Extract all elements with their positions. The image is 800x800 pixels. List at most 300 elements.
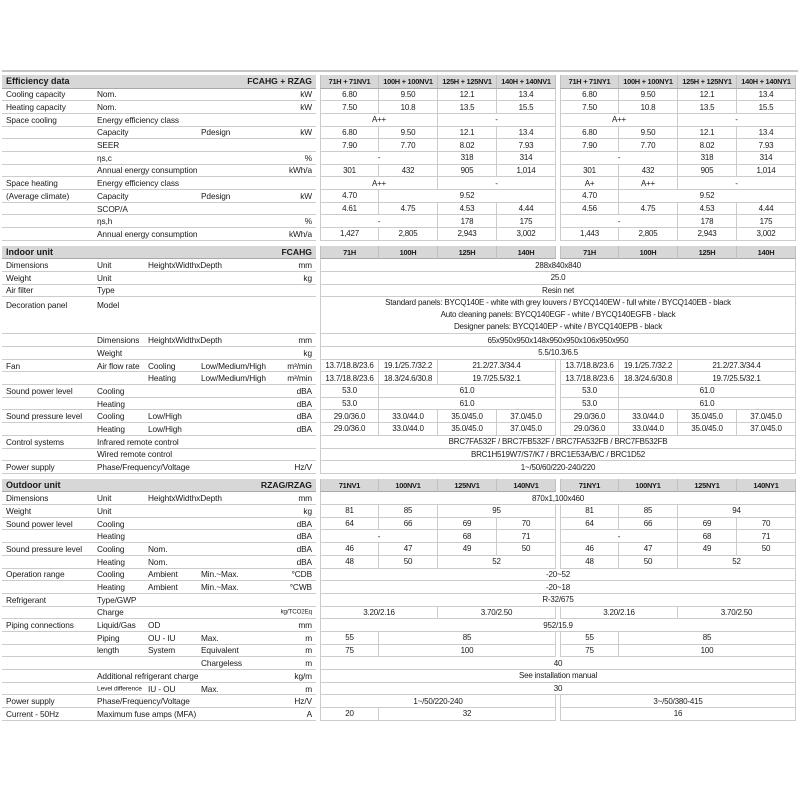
spec-cell: 905 <box>678 165 737 178</box>
spec-row <box>2 215 798 228</box>
spec-cell: 4.44 <box>497 203 556 216</box>
spec-cell: 71 <box>497 530 556 543</box>
spec-row <box>2 177 798 190</box>
spec-label: Infrared remote control <box>97 436 179 447</box>
spec-cell: 53.0 <box>320 385 379 398</box>
spec-cell: - <box>320 530 438 543</box>
spec-cell: 69 <box>678 518 737 531</box>
spec-cell: 7.90 <box>320 139 379 152</box>
spec-row <box>2 297 798 334</box>
spec-cell: 48 <box>320 556 379 569</box>
unit-label: kg/m <box>294 670 312 681</box>
row-labels <box>2 695 316 708</box>
spec-label: SEER <box>97 140 120 151</box>
spec-label: Air filter <box>6 285 34 296</box>
row-cells <box>320 581 796 594</box>
spec-cell: 1,014 <box>497 165 556 178</box>
row-labels <box>2 190 316 203</box>
spec-cell: 40 <box>320 657 796 670</box>
spec-cell: - <box>438 177 556 190</box>
spec-cell: -20~52 <box>320 569 796 582</box>
spec-label: Weight <box>97 347 123 358</box>
column-header: 140H <box>497 246 556 260</box>
spec-cell: 100 <box>619 645 796 658</box>
column-header: 100NV1 <box>379 479 438 493</box>
spec-label: IU - OU <box>148 683 176 694</box>
spec-row <box>2 695 798 708</box>
unit-label: dBA <box>296 385 312 396</box>
row-cells <box>320 334 796 347</box>
row-labels <box>2 228 316 241</box>
spec-cell: 1,427 <box>320 228 379 241</box>
row-labels <box>2 518 316 531</box>
section-header-bar <box>2 246 316 260</box>
row-labels <box>2 632 316 645</box>
spec-label: Min.~Max. <box>201 582 239 593</box>
column-header: 125H <box>678 246 737 260</box>
row-cells <box>320 670 796 683</box>
spec-row <box>2 518 798 531</box>
unit-label: dBA <box>296 543 312 554</box>
spec-row <box>2 165 798 178</box>
spec-cell: 81 <box>320 505 379 518</box>
spec-label: Liquid/Gas <box>97 620 136 631</box>
spec-row <box>2 372 798 385</box>
spec-row <box>2 436 798 449</box>
spec-cell: - <box>320 152 438 165</box>
spec-cell: 52 <box>438 556 556 569</box>
spec-cell: 61.0 <box>619 385 796 398</box>
spec-cell: 13.5 <box>438 101 497 114</box>
spec-cell: A++ <box>320 114 438 127</box>
unit-label: Hz/V <box>294 696 312 707</box>
row-cells <box>320 423 796 436</box>
spec-label: length <box>97 645 120 656</box>
row-cells <box>320 165 796 178</box>
spec-cell: 55 <box>560 632 619 645</box>
spec-label: Ambient <box>148 569 178 580</box>
spec-cell: 47 <box>379 543 438 556</box>
spec-cell: 13.7/18.8/23.6 <box>560 360 619 373</box>
row-cells <box>320 114 796 127</box>
spec-cell: 1~/50/220-240 <box>320 695 556 708</box>
spec-cell: 35.0/45.0 <box>678 410 737 423</box>
spec-label: Heating <box>97 556 125 567</box>
unit-label: dBA <box>296 531 312 542</box>
spec-row <box>2 607 798 620</box>
spec-row <box>2 708 798 721</box>
spec-label: System <box>148 645 176 656</box>
spec-cell: - <box>678 177 796 190</box>
spec-cell: 318 <box>438 152 497 165</box>
spec-row <box>2 530 798 543</box>
spec-cell: 7.93 <box>497 139 556 152</box>
spec-cell: 9.50 <box>619 89 678 102</box>
spec-cell: 3,002 <box>737 228 796 241</box>
spec-label: Model <box>97 300 120 311</box>
row-labels <box>2 360 316 373</box>
spec-cell: 46 <box>560 543 619 556</box>
spec-cell: 4.70 <box>560 190 619 203</box>
row-cells <box>320 228 796 241</box>
row-cells <box>320 101 796 114</box>
spec-cell: 21.2/27.3/34.4 <box>438 360 556 373</box>
column-header: 140NY1 <box>737 479 796 493</box>
spec-row <box>2 645 798 658</box>
row-labels <box>2 139 316 152</box>
spec-cell <box>320 297 796 334</box>
spec-cell: 952/15.9 <box>320 619 796 632</box>
spec-cell: 33.0/44.0 <box>379 410 438 423</box>
unit-label: kW <box>300 102 312 113</box>
row-cells <box>320 695 796 708</box>
spec-cell: 33.0/44.0 <box>619 423 678 436</box>
unit-label: m <box>305 632 312 643</box>
row-cells <box>320 518 796 531</box>
spec-cell: BRC7FA532F / BRC7FB532F / BRC7FA532FB / BRC7FB532FB <box>320 436 796 449</box>
spec-cell: 37.0/45.0 <box>497 410 556 423</box>
spec-cell: 301 <box>320 165 379 178</box>
row-labels <box>2 272 316 285</box>
row-labels <box>2 334 316 347</box>
spec-cell: 7.70 <box>619 139 678 152</box>
spec-cell: 9.52 <box>379 190 556 203</box>
spec-cell: 35.0/45.0 <box>438 423 497 436</box>
section-header-row <box>2 479 798 493</box>
row-labels <box>2 530 316 543</box>
spec-cell: 4.61 <box>320 203 379 216</box>
spec-cell: 50 <box>619 556 678 569</box>
spec-label: Annual energy consumption <box>97 165 198 176</box>
spec-cell: 95 <box>438 505 556 518</box>
spec-label: OU - IU <box>148 632 176 643</box>
row-labels <box>2 89 316 102</box>
spec-label: Cooling <box>97 543 125 554</box>
row-labels <box>2 645 316 658</box>
spec-row <box>2 203 798 216</box>
row-labels <box>2 152 316 165</box>
spec-label: Current - 50Hz <box>6 708 60 719</box>
spec-label: Cooling <box>97 385 125 396</box>
unit-label: dBA <box>296 518 312 529</box>
row-cells <box>320 492 796 505</box>
unit-label: m <box>305 658 312 669</box>
spec-cell: A++ <box>320 177 438 190</box>
spec-label: Piping connections <box>6 620 74 631</box>
spec-cell: 13.4 <box>497 127 556 140</box>
spec-cell: 178 <box>438 215 497 228</box>
spec-cell: 1~/50/60/220-240/220 <box>320 461 796 474</box>
spec-section-indoor <box>2 246 798 474</box>
row-labels <box>2 423 316 436</box>
row-cells <box>320 543 796 556</box>
spec-cell: 29.0/36.0 <box>320 410 379 423</box>
spec-cell: 12.1 <box>678 127 737 140</box>
row-cells <box>320 657 796 670</box>
spec-label: Energy efficiency class <box>97 178 179 189</box>
spec-label: Unit <box>97 272 112 283</box>
spec-cell: 4.53 <box>438 203 497 216</box>
unit-label: kW <box>300 89 312 100</box>
spec-cell: A++ <box>560 114 678 127</box>
spec-label: Refrigerant <box>6 594 46 605</box>
unit-label: dBA <box>296 556 312 567</box>
column-header: 71H <box>560 246 619 260</box>
spec-row <box>2 360 798 373</box>
spec-label: Dimensions <box>6 493 49 504</box>
spec-cell: 905 <box>438 165 497 178</box>
spec-label: Chargeless <box>201 658 242 669</box>
spec-cell: 50 <box>497 543 556 556</box>
row-cells <box>320 607 796 620</box>
unit-label: kWh/a <box>288 165 312 176</box>
spec-cell: -20~18 <box>320 581 796 594</box>
column-headers <box>320 479 796 493</box>
spec-cell: 301 <box>560 165 619 178</box>
spec-row <box>2 505 798 518</box>
row-cells <box>320 297 796 334</box>
spec-cell: 70 <box>497 518 556 531</box>
spec-cell: 7.70 <box>379 139 438 152</box>
row-cells <box>320 619 796 632</box>
spec-row <box>2 657 798 670</box>
spec-cell: 75 <box>320 645 379 658</box>
spec-cell: 49 <box>438 543 497 556</box>
spec-cell: 32 <box>379 708 556 721</box>
spec-label: Sound pressure level <box>6 411 82 422</box>
spec-cell: - <box>560 215 678 228</box>
spec-cell: 13.4 <box>497 89 556 102</box>
spec-cell: 2,943 <box>438 228 497 241</box>
spec-row <box>2 683 798 696</box>
column-header: 71NV1 <box>320 479 379 493</box>
spec-cell: 432 <box>379 165 438 178</box>
row-labels <box>2 619 316 632</box>
unit-label: dBA <box>296 423 312 434</box>
spec-cell: 10.8 <box>379 101 438 114</box>
spec-cell: 4.70 <box>320 190 379 203</box>
spec-cell: A++ <box>619 177 678 190</box>
spec-cell: A+ <box>560 177 619 190</box>
section-title: Indoor unit <box>6 247 53 257</box>
row-cells <box>320 683 796 696</box>
unit-label: dBA <box>296 411 312 422</box>
row-cells <box>320 215 796 228</box>
column-header: 125H <box>438 246 497 260</box>
spec-cell: 314 <box>497 152 556 165</box>
row-labels <box>2 607 316 620</box>
row-cells <box>320 89 796 102</box>
spec-cell: 7.90 <box>560 139 619 152</box>
spec-cell: 4.75 <box>379 203 438 216</box>
spec-cell: 50 <box>737 543 796 556</box>
row-labels <box>2 492 316 505</box>
spec-cell: 49 <box>678 543 737 556</box>
spec-label: Power supply <box>6 696 55 707</box>
row-labels <box>2 372 316 385</box>
spec-cell: 1,443 <box>560 228 619 241</box>
spec-label: Cooling <box>97 411 125 422</box>
section-model: FCAHG + RZAG <box>247 76 312 87</box>
unit-label: °CWB <box>289 582 312 593</box>
spec-cell: 9.50 <box>619 127 678 140</box>
spec-cell: 178 <box>678 215 737 228</box>
spec-label: Low/High <box>148 411 182 422</box>
spec-cell: 5.5/10.3/6.5 <box>320 347 796 360</box>
unit-label: A <box>306 708 312 719</box>
row-cells <box>320 259 796 272</box>
spec-label: Unit <box>97 260 112 271</box>
row-labels <box>2 177 316 190</box>
row-labels <box>2 581 316 594</box>
row-cells <box>320 461 796 474</box>
row-cells <box>320 139 796 152</box>
spec-label: Sound pressure level <box>6 543 82 554</box>
spec-cell: 4.44 <box>737 203 796 216</box>
spec-label: Space cooling <box>6 114 57 125</box>
spec-cell: - <box>560 152 678 165</box>
spec-cell: 70 <box>737 518 796 531</box>
unit-label: kW <box>300 190 312 201</box>
section-title: Efficiency data <box>6 76 70 87</box>
spec-label: Level difference <box>97 685 142 693</box>
spec-row <box>2 423 798 436</box>
section-header-row <box>2 246 798 260</box>
spec-label: HeightxWidthxDepth <box>148 260 222 271</box>
spec-label: Type <box>97 285 115 296</box>
spec-label: Operation range <box>6 569 65 580</box>
spec-label: Phase/Frequency/Voltage <box>97 696 190 707</box>
spec-row <box>2 228 798 241</box>
spec-cell: 10.8 <box>619 101 678 114</box>
spec-cell: 52 <box>678 556 796 569</box>
column-header: 140NV1 <box>497 479 556 493</box>
row-cells <box>320 127 796 140</box>
spec-cell: 8.02 <box>438 139 497 152</box>
spec-cell: 2,805 <box>379 228 438 241</box>
spec-row <box>2 594 798 607</box>
spec-cell: 18.3/24.6/30.8 <box>619 372 678 385</box>
spec-label: Weight <box>6 272 32 283</box>
spec-cell: 870x1,100x460 <box>320 492 796 505</box>
section-header-bar <box>2 479 316 493</box>
spec-label: Capacity <box>97 190 129 201</box>
unit-label: °CDB <box>291 569 312 580</box>
row-labels <box>2 127 316 140</box>
spec-cell: 69 <box>438 518 497 531</box>
spec-label: ηs,h <box>97 216 113 227</box>
spec-row <box>2 152 798 165</box>
spec-label: Cooling <box>97 518 125 529</box>
row-cells <box>320 594 796 607</box>
spec-label: Control systems <box>6 436 64 447</box>
spec-cell: 12.1 <box>678 89 737 102</box>
spec-label: Max. <box>201 632 219 643</box>
spec-cell: 2,805 <box>619 228 678 241</box>
spec-label: Heating <box>97 398 125 409</box>
spec-cell: 29.0/36.0 <box>560 410 619 423</box>
spec-cell: R-32/675 <box>320 594 796 607</box>
spec-row <box>2 410 798 423</box>
spec-cell: 35.0/45.0 <box>678 423 737 436</box>
spec-row <box>2 398 798 411</box>
spec-cell: 53.0 <box>560 385 619 398</box>
spec-section-outdoor <box>2 479 798 721</box>
spec-cell: 19.1/25.7/32.2 <box>619 360 678 373</box>
spec-row <box>2 492 798 505</box>
spec-cell: 7.50 <box>320 101 379 114</box>
spec-cell-line: Designer panels: BYCQ140EP - white / BYCQ140EPB - black <box>453 322 663 332</box>
spec-cell: 9.50 <box>379 127 438 140</box>
spec-cell: 85 <box>379 505 438 518</box>
unit-label: kW <box>300 127 312 138</box>
spec-label: Min.~Max. <box>201 569 239 580</box>
section-header-row <box>2 75 798 89</box>
spec-label: Pdesign <box>201 127 231 138</box>
row-cells <box>320 645 796 658</box>
unit-label: % <box>304 152 312 163</box>
spec-cell: 64 <box>320 518 379 531</box>
spec-cell: 3.20/2.16 <box>560 607 678 620</box>
column-headers <box>320 246 796 260</box>
row-cells <box>320 360 796 373</box>
row-cells <box>320 708 796 721</box>
column-header: 140H <box>737 246 796 260</box>
spec-label: Fan <box>6 360 20 371</box>
spec-label: Dimensions <box>6 260 49 271</box>
spec-label: HeightxWidthxDepth <box>148 493 222 504</box>
spec-cell: 15.5 <box>497 101 556 114</box>
row-labels <box>2 347 316 360</box>
spec-label: Annual energy consumption <box>97 228 198 239</box>
spec-label: Cooling <box>97 569 125 580</box>
spec-label: Air flow rate <box>97 360 140 371</box>
spec-cell: 16 <box>560 708 796 721</box>
spec-cell: 61.0 <box>379 385 556 398</box>
row-cells <box>320 436 796 449</box>
spec-cell-line: Standard panels: BYCQ140E - white with grey louvers / BYCQ140EW - full white / BYCQ140EB - black <box>385 297 731 307</box>
unit-label: mm <box>298 335 312 346</box>
spec-label: Heating <box>97 531 125 542</box>
unit-label: kg <box>303 272 312 283</box>
spec-label: (Average climate) <box>6 190 70 201</box>
spec-row <box>2 285 798 298</box>
spec-cell: 7.93 <box>737 139 796 152</box>
row-labels <box>2 398 316 411</box>
spec-cell: 81 <box>560 505 619 518</box>
spec-label: Sound power level <box>6 385 73 396</box>
spec-cell: 13.4 <box>737 127 796 140</box>
spec-cell: 432 <box>619 165 678 178</box>
spec-row <box>2 461 798 474</box>
row-labels <box>2 436 316 449</box>
spec-cell: 37.0/45.0 <box>737 410 796 423</box>
spec-label: Piping <box>97 632 120 643</box>
row-cells <box>320 285 796 298</box>
spec-cell: 1,014 <box>737 165 796 178</box>
spec-row <box>2 347 798 360</box>
spec-cell: 61.0 <box>619 398 796 411</box>
spec-label: Heating <box>148 373 176 384</box>
row-labels <box>2 297 316 334</box>
row-cells <box>320 372 796 385</box>
spec-cell: 18.3/24.6/30.8 <box>379 372 438 385</box>
spec-row <box>2 139 798 152</box>
unit-label: m <box>305 645 312 656</box>
spec-label: HeightxWidthxDepth <box>148 335 222 346</box>
spec-label: Sound power level <box>6 518 73 529</box>
spec-cell: BRC1H519W7/S7/K7 / BRC1E53A/B/C / BRC1D52 <box>320 449 796 462</box>
